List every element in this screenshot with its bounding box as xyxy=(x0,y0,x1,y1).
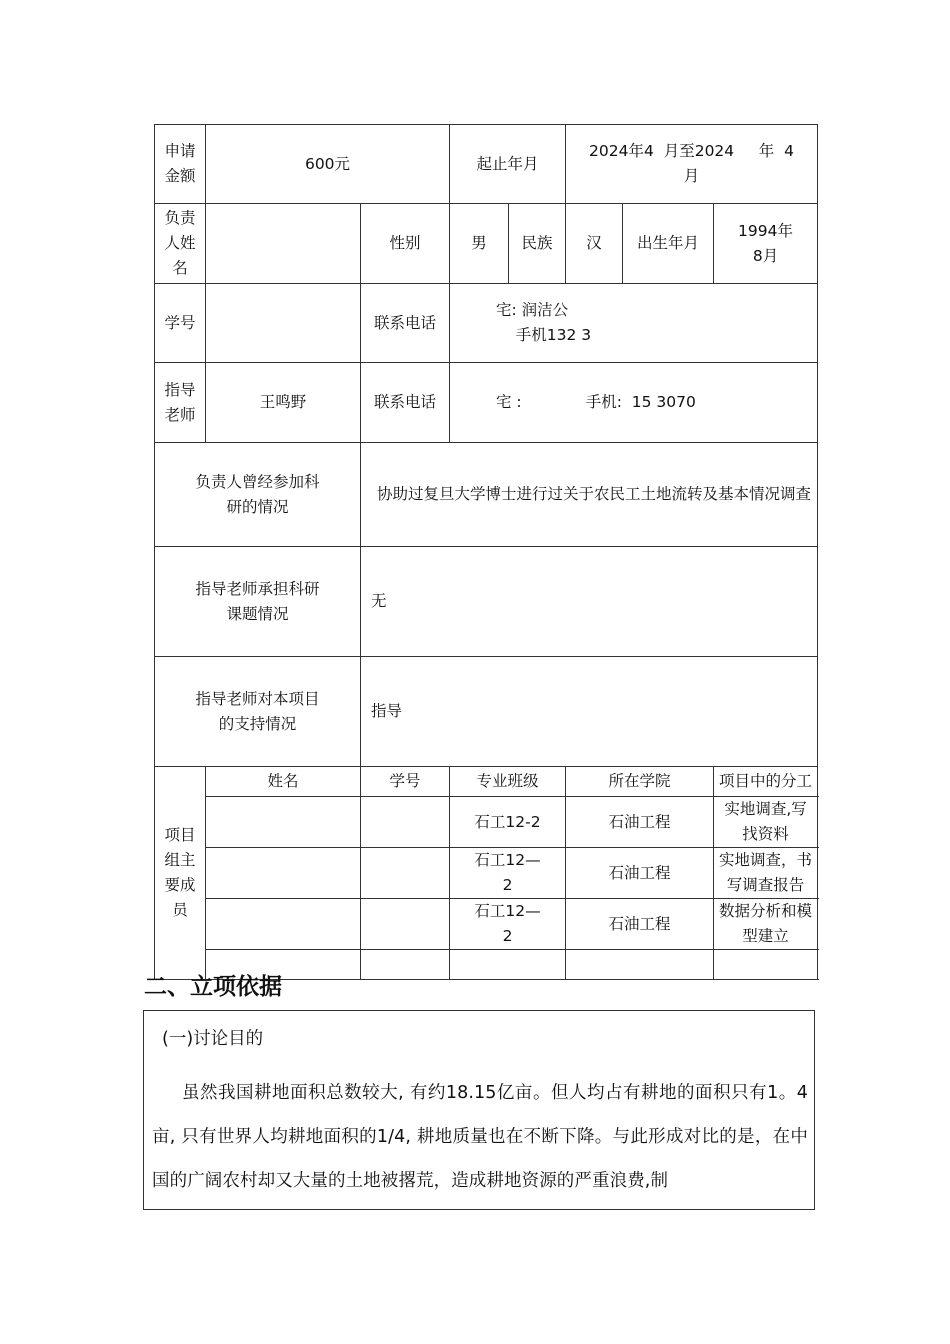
member-role: 实地调查,写找资料 xyxy=(714,797,818,848)
period-label: 起止年月 xyxy=(450,125,566,204)
member-college: 石油工程 xyxy=(566,848,714,899)
advisor-projects-label: 指导老师承担科研 课题情况 xyxy=(155,547,361,657)
section-paragraph: 虽然我国耕地面积总数较大, 有约18.15亿亩。但人均占有耕地的面积只有1。4亩, 只有世界人均耕地面积的1/4, 耕地质量也在不断下降。与此形成对比的是，在中国的广阔农村却又大量的土地被撂荒，造成耕地资源的严重浪费,制 xyxy=(152,1083,808,1191)
advisor-value: 王鸣野 xyxy=(206,363,361,443)
apply-amount-value: 600元 xyxy=(206,125,450,204)
member-role: 数据分析和模型建立 xyxy=(714,899,818,950)
gender-value: 男 xyxy=(450,204,509,284)
leader-name-value xyxy=(206,204,361,284)
members-header-class: 专业班级 xyxy=(450,767,566,797)
section-subtitle: (一)讨论目的 xyxy=(162,1029,264,1049)
advisor-support-label: 指导老师对本项目 的支持情况 xyxy=(155,657,361,767)
member-id xyxy=(361,848,450,899)
members-header-college: 所在学院 xyxy=(566,767,714,797)
table-row xyxy=(155,899,818,950)
apply-amount-label: 申请 金额 xyxy=(155,125,206,204)
experience-value: 协助过复旦大学博士进行过关于农民工土地流转及基本情况调查 xyxy=(361,443,818,547)
member-college xyxy=(566,950,714,980)
ethnic-value: 汉 xyxy=(566,204,623,284)
advisor-projects-value: 无 xyxy=(361,547,818,657)
member-id xyxy=(361,797,450,848)
gender-label: 性别 xyxy=(361,204,450,284)
birth-label: 出生年月 xyxy=(623,204,714,284)
member-name xyxy=(206,899,361,950)
section-text-box xyxy=(143,1010,815,1210)
experience-label: 负责人曾经参加科 研的情况 xyxy=(155,443,361,547)
member-college: 石油工程 xyxy=(566,797,714,848)
advisor-label: 指导 老师 xyxy=(155,363,206,443)
member-class xyxy=(450,950,566,980)
advisor-phone-label: 联系电话 xyxy=(361,363,450,443)
section-title: 二、立项依据 xyxy=(144,974,282,1000)
member-name xyxy=(206,848,361,899)
member-class: 石工12— 2 xyxy=(450,899,566,950)
member-class: 石工12-2 xyxy=(450,797,566,848)
members-header-role: 项目中的分工 xyxy=(714,767,818,797)
birth-value: 1994年 8月 xyxy=(714,204,818,284)
member-college: 石油工程 xyxy=(566,899,714,950)
period-value: 2024年4 月至2024 年 4 月 xyxy=(566,125,818,204)
members-header-name: 姓名 xyxy=(206,767,361,797)
leader-name-label: 负责 人姓 名 xyxy=(155,204,206,284)
application-form-table xyxy=(154,124,818,980)
table-row xyxy=(155,797,818,848)
member-id xyxy=(361,899,450,950)
phone-label: 联系电话 xyxy=(361,284,450,363)
ethnic-label: 民族 xyxy=(509,204,566,284)
members-header-id: 学号 xyxy=(361,767,450,797)
member-name xyxy=(206,797,361,848)
advisor-phone-value: 宅 : 手机: 15 3070 xyxy=(450,363,818,443)
member-class: 石工12— 2 xyxy=(450,848,566,899)
members-label: 项目 组主 要成 员 xyxy=(155,767,206,980)
member-id xyxy=(361,950,450,980)
advisor-support-value: 指导 xyxy=(361,657,818,767)
member-role xyxy=(714,950,818,980)
member-role: 实地调查，书写调查报告 xyxy=(714,848,818,899)
phone-value: 宅: 润洁公 手机132 3 xyxy=(450,284,818,363)
table-row xyxy=(155,848,818,899)
student-id-value xyxy=(206,284,361,363)
student-id-label: 学号 xyxy=(155,284,206,363)
